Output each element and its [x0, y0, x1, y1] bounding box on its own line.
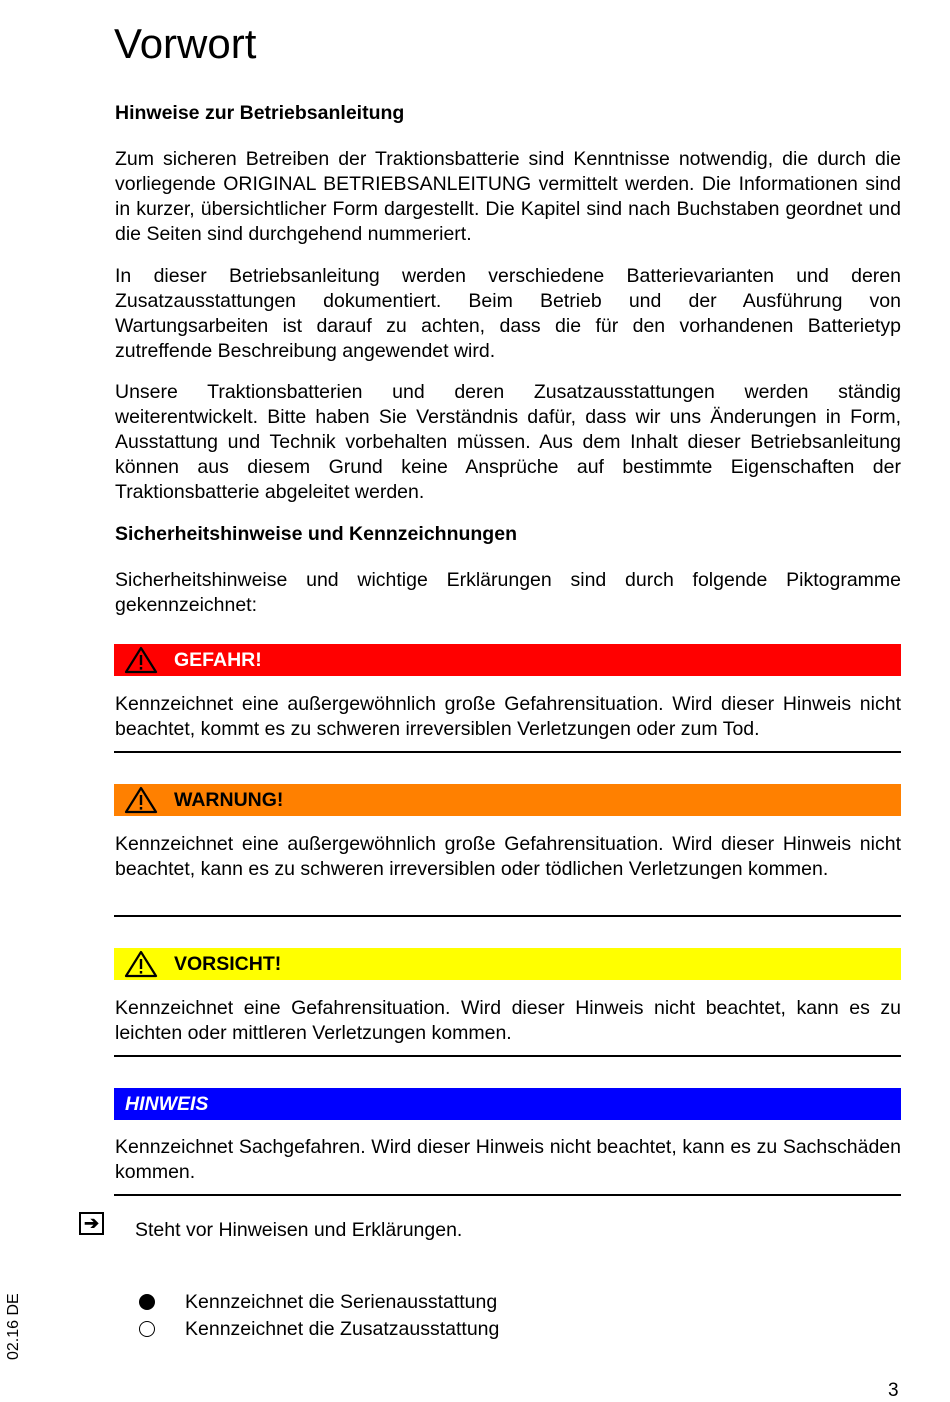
bullet-standard-text: Kennzeichnet die Serienausstattung: [185, 1291, 498, 1313]
divider: [114, 751, 901, 753]
page-title: Vorwort: [114, 20, 257, 67]
caution-label: VORSICHT!: [174, 952, 282, 975]
section-heading-manual-notes: Hinweise zur Betriebsanleitung: [115, 102, 405, 124]
page-number: 3: [888, 1380, 899, 1401]
warning-banner: [114, 784, 901, 816]
notice-banner: [114, 1088, 901, 1120]
paragraph-development: Unsere Traktionsbatterien und deren Zusatzausstattungen werden ständig weiterentwickelt. Bitte haben Sie Verständnis dafür, dass wir uns Änderungen in Form, Ausstattung und Technik vorbehalten müssen. Aus dem Inhalt dieser Betriebsanleitung können aus diesem Grund keine Ansprüche auf bestimmte Eigenschaften der Traktionsbatterie abgeleitet werden.: [115, 381, 901, 503]
arrow-right-icon: ➔: [79, 1212, 104, 1235]
notice-label: HINWEIS: [125, 1092, 209, 1115]
divider: [114, 1055, 901, 1057]
bullet-optional-text: Kennzeichnet die Zusatzausstattung: [185, 1318, 500, 1340]
paragraph-pictograms: Sicherheitshinweise und wichtige Erklärungen sind durch folgende Piktogramme gekennzeichnet:: [115, 569, 901, 616]
notice-description: Kennzeichnet Sachgefahren. Wird dieser Hinweis nicht beachtet, kann es zu Sachschäden kommen.: [115, 1136, 901, 1183]
document-version-code: 02.16 DE: [5, 1293, 22, 1360]
section-heading-safety: Sicherheitshinweise und Kennzeichnungen: [115, 523, 517, 545]
paragraph-intro: Zum sicheren Betreiben der Traktionsbatterie sind Kenntnisse notwendig, die durch die vorliegende ORIGINAL BETRIEBSANLEITUNG vermittelt werden. Die Informationen sind in kurzer, übersichtlicher Form dargestellt. Die Kapitel sind nach Buchstaben geordnet und die Seiten sind durchgehend nummeriert.: [115, 148, 901, 245]
caution-description: Kennzeichnet eine Gefahrensituation. Wird dieser Hinweis nicht beachtet, kann es zu leichten oder mittleren Verletzungen kommen.: [115, 997, 901, 1044]
warning-triangle-icon: [124, 950, 158, 978]
danger-label: GEFAHR!: [174, 648, 262, 671]
empty-circle-icon: [139, 1321, 155, 1337]
divider: [114, 1194, 901, 1196]
filled-circle-icon: [139, 1294, 155, 1310]
arrow-note-text: Steht vor Hinweisen und Erklärungen.: [135, 1219, 463, 1241]
warning-description: Kennzeichnet eine außergewöhnlich große Gefahrensituation. Wird dieser Hinweis nicht beachtet, kann es zu schweren irreversiblen oder tödlichen Verletzungen kommen.: [115, 833, 901, 880]
paragraph-variants: In dieser Betriebsanleitung werden verschiedene Batterievarianten und deren Zusatzausstattungen dokumentiert. Beim Betrieb und der Ausführung von Wartungsarbeiten ist darauf zu achten, dass die für den vorhandenen Batterietyp zutreffende Beschreibung angewendet wird.: [115, 265, 901, 362]
caution-banner: [114, 948, 901, 980]
warning-triangle-icon: [124, 786, 158, 814]
danger-banner: [114, 644, 901, 676]
warning-triangle-icon: [124, 646, 158, 674]
divider: [114, 915, 901, 917]
danger-description: Kennzeichnet eine außergewöhnlich große Gefahrensituation. Wird dieser Hinweis nicht beachtet, kommt es zu schweren irreversiblen Verletzungen oder zum Tod.: [115, 693, 901, 740]
warning-label: WARNUNG!: [174, 788, 284, 811]
